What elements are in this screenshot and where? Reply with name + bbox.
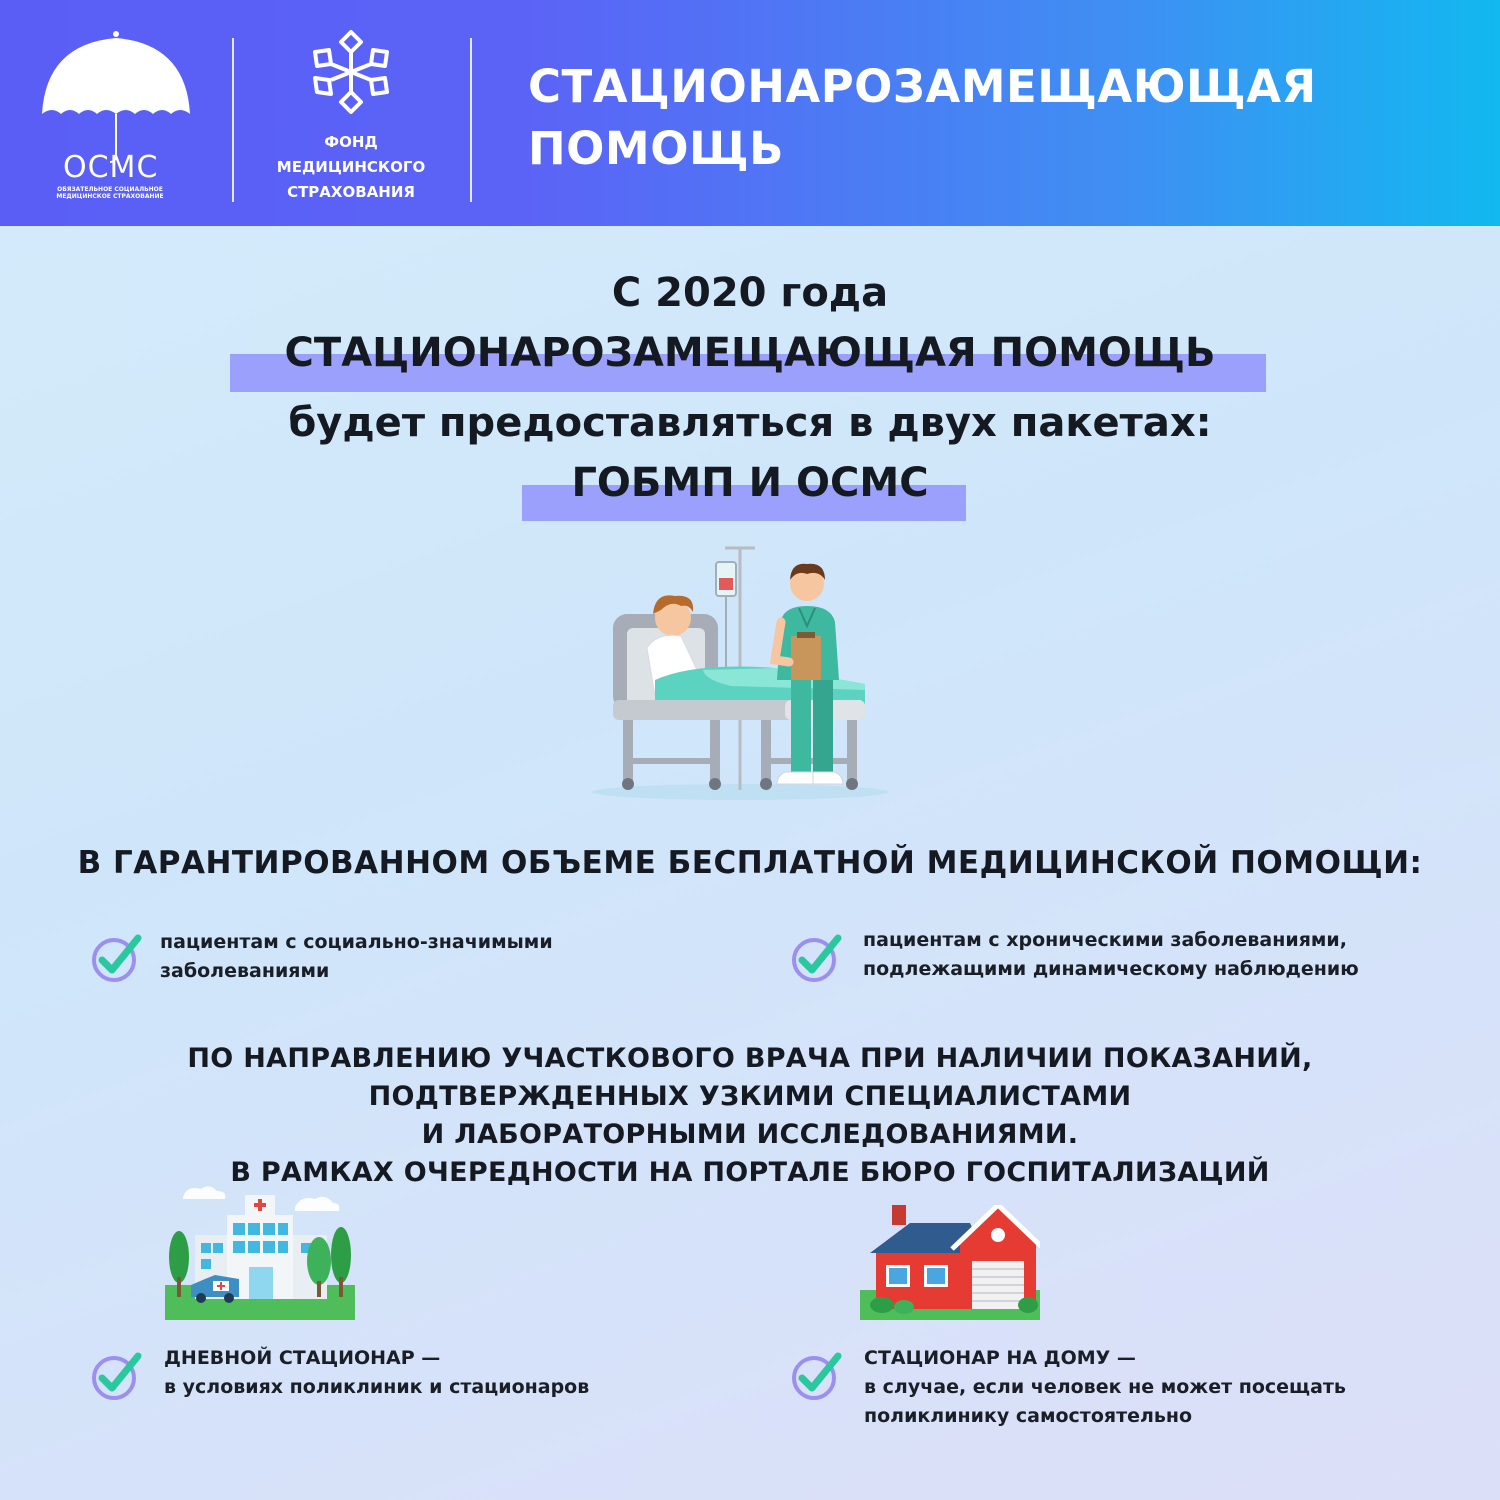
fund-line-1: ФОНД: [324, 133, 378, 151]
item-line: заболеваниями: [160, 960, 330, 982]
list-item-day-hospital: [164, 1344, 589, 1402]
checkmark-icon: [90, 930, 146, 986]
section-title-guaranteed: В ГАРАНТИРОВАННОМ ОБЪЕМЕ БЕСПЛАТНОЙ МЕДИЦИНСКОЙ ПОМОЩИ:: [77, 845, 1423, 881]
hospital-bed-illustration: [585, 540, 895, 810]
item-line: подлежащими динамическому наблюдению: [863, 958, 1359, 980]
item-line: пациентам с хроническими заболеваниями,: [863, 929, 1347, 951]
item-title: СТАЦИОНАР НА ДОМУ —: [864, 1347, 1136, 1369]
osms-logo-subtext: ОБЯЗАТЕЛЬНОЕ СОЦИАЛЬНОЕ МЕДИЦИНСКОЕ СТРАХОВАНИЕ: [56, 186, 164, 200]
item-title: ДНЕВНОЙ СТАЦИОНАР —: [164, 1347, 441, 1369]
item-line: пациентам с социально-значимыми: [160, 931, 553, 953]
house-icon: [860, 1205, 1040, 1320]
fund-line-2: МЕДИЦИНСКОГО: [276, 158, 426, 176]
list-item-home-hospital: [864, 1344, 1346, 1431]
page-title: СТАЦИОНАРОЗАМЕЩАЮЩАЯ ПОМОЩЬ: [528, 60, 1317, 175]
item-desc: поликлинику самостоятельно: [864, 1405, 1193, 1427]
intro-line-1: С 2020 года: [611, 270, 889, 316]
header-banner: [0, 0, 1500, 226]
referral-text: [0, 1040, 1500, 1192]
divider: [232, 38, 234, 202]
fund-name: [250, 130, 452, 205]
intro-line-4: ГОБМП И ОСМС: [571, 460, 929, 506]
divider: [470, 38, 472, 202]
checkmark-icon: [790, 1348, 846, 1404]
referral-line: ПО НАПРАВЛЕНИЮ УЧАСТКОВОГО ВРАЧА ПРИ НАЛИЧИИ ПОКАЗАНИЙ,: [187, 1043, 1313, 1074]
checkmark-icon: [790, 930, 846, 986]
osms-logo-text: ОСМС: [63, 150, 159, 185]
intro-line-3: будет предоставляться в двух пакетах:: [288, 400, 1212, 446]
list-item: [160, 928, 553, 986]
referral-line: И ЛАБОРАТОРНЫМИ ИССЛЕДОВАНИЯМИ.: [421, 1119, 1079, 1150]
item-desc: в случае, если человек не может посещать: [864, 1376, 1346, 1398]
hospital-building-icon: [165, 1185, 355, 1320]
item-desc: в условиях поликлиник и стационаров: [164, 1376, 590, 1398]
fund-line-3: СТРАХОВАНИЯ: [287, 183, 415, 201]
list-item: [863, 926, 1359, 984]
referral-line: В РАМКАХ ОЧЕРЕДНОСТИ НА ПОРТАЛЕ БЮРО ГОСПИТАЛИЗАЦИЙ: [230, 1157, 1270, 1188]
intro-line-2: СТАЦИОНАРОЗАМЕЩАЮЩАЯ ПОМОЩЬ: [284, 330, 1216, 376]
checkmark-icon: [90, 1348, 146, 1404]
referral-line: ПОДТВЕРЖДЕННЫХ УЗКИМИ СПЕЦИАЛИСТАМИ: [368, 1081, 1132, 1112]
snowflake-logo-icon: [305, 26, 397, 118]
